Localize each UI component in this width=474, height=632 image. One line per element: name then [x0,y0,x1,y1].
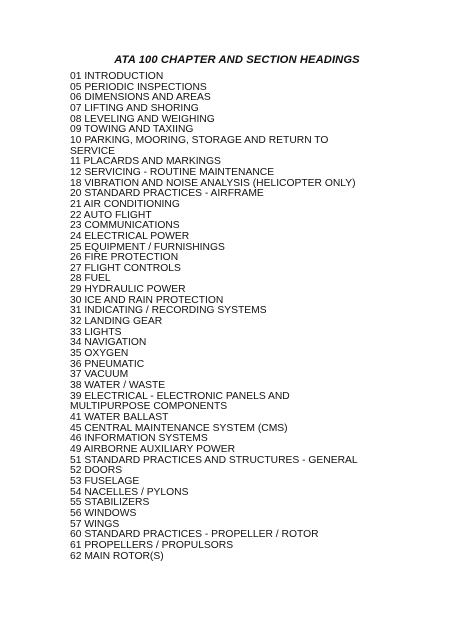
chapter-heading-item: 21 AIR CONDITIONING [70,198,180,210]
chapter-heading-item: 23 COMMUNICATIONS [70,220,180,232]
chapter-heading-item: 33 LIGHTS [70,326,122,338]
chapter-heading-item: 57 WINGS [70,518,120,530]
chapter-heading-item: 07 LIFTING AND SHORING [70,102,199,114]
chapter-heading-item: 62 MAIN ROTOR(S) [70,550,164,562]
chapter-list [70,72,370,562]
chapter-heading-item: 39 ELECTRICAL - ELECTRONIC PANELS AND MULTIPURPOSE COMPONENTS [70,390,290,413]
chapter-heading-item: 18 VIBRATION AND NOISE ANALYSIS (HELICOPTER ONLY) [70,177,356,189]
chapter-heading-item: 06 DIMENSIONS AND AREAS [70,92,211,104]
chapter-heading-item: 54 NACELLES / PYLONS [70,486,189,498]
chapter-heading-item: 29 HYDRAULIC POWER [70,284,186,296]
chapter-heading-item: 55 STABILIZERS [70,497,150,509]
chapter-heading-item: 46 INFORMATION SYSTEMS [70,433,208,445]
chapter-heading-item: 37 VACUUM [70,369,129,381]
chapter-heading-item: 25 EQUIPMENT / FURNISHINGS [70,241,225,253]
chapter-heading-item: 30 ICE AND RAIN PROTECTION [70,294,224,306]
chapter-heading-item: 26 FIRE PROTECTION [70,252,179,264]
chapter-heading-item: 34 NAVIGATION [70,337,147,349]
chapter-heading-item: 38 WATER / WASTE [70,380,166,392]
chapter-heading-item: 45 CENTRAL MAINTENANCE SYSTEM (CMS) [70,422,288,434]
chapter-heading-item: 24 ELECTRICAL POWER [70,230,190,242]
document-title: ATA 100 CHAPTER AND SECTION HEADINGS [114,54,360,66]
chapter-heading-item: 41 WATER BALLAST [70,412,169,423]
chapter-heading-item: 05 PERIODIC INSPECTIONS [70,81,207,93]
chapter-heading-item: 08 LEVELING AND WEIGHING [70,113,215,125]
chapter-heading-item: 35 OXYGEN [70,348,129,360]
chapter-heading-item: 22 AUTO FLIGHT [70,209,152,221]
chapter-heading-item: 51 STANDARD PRACTICES AND STRUCTURES - GENERAL [70,454,358,466]
chapter-heading-item: 01 INTRODUCTION [70,71,164,82]
chapter-heading-item: 32 LANDING GEAR [70,316,163,328]
chapter-heading-item: 11 PLACARDS AND MARKINGS [70,156,221,168]
chapter-heading-item: 36 PNEUMATIC [70,358,145,370]
chapter-heading-item: 49 AIRBORNE AUXILIARY POWER [70,443,236,455]
chapter-heading-item: 12 SERVICING - ROUTINE MAINTENANCE [70,166,275,178]
chapter-heading-item: 09 TOWING AND TAXIING [70,124,194,136]
chapter-heading-item: 52 DOORS [70,465,123,477]
chapter-heading-item: 20 STANDARD PRACTICES - AIRFRAME [70,188,264,200]
chapter-heading-item: 10 PARKING, MOORING, STORAGE AND RETURN TO SERVICE [70,134,329,157]
chapter-heading-item: 28 FUEL [70,273,111,285]
chapter-heading-item: 31 INDICATING / RECORDING SYSTEMS [70,305,267,317]
chapter-heading-item: 60 STANDARD PRACTICES - PROPELLER / ROTOR [70,529,319,541]
chapter-heading-item: 56 WINDOWS [70,507,137,519]
chapter-heading-item: 27 FLIGHT CONTROLS [70,262,181,274]
chapter-heading-item: 61 PROPELLERS / PROPULSORS [70,539,234,551]
chapter-heading-item: 53 FUSELAGE [70,475,140,487]
